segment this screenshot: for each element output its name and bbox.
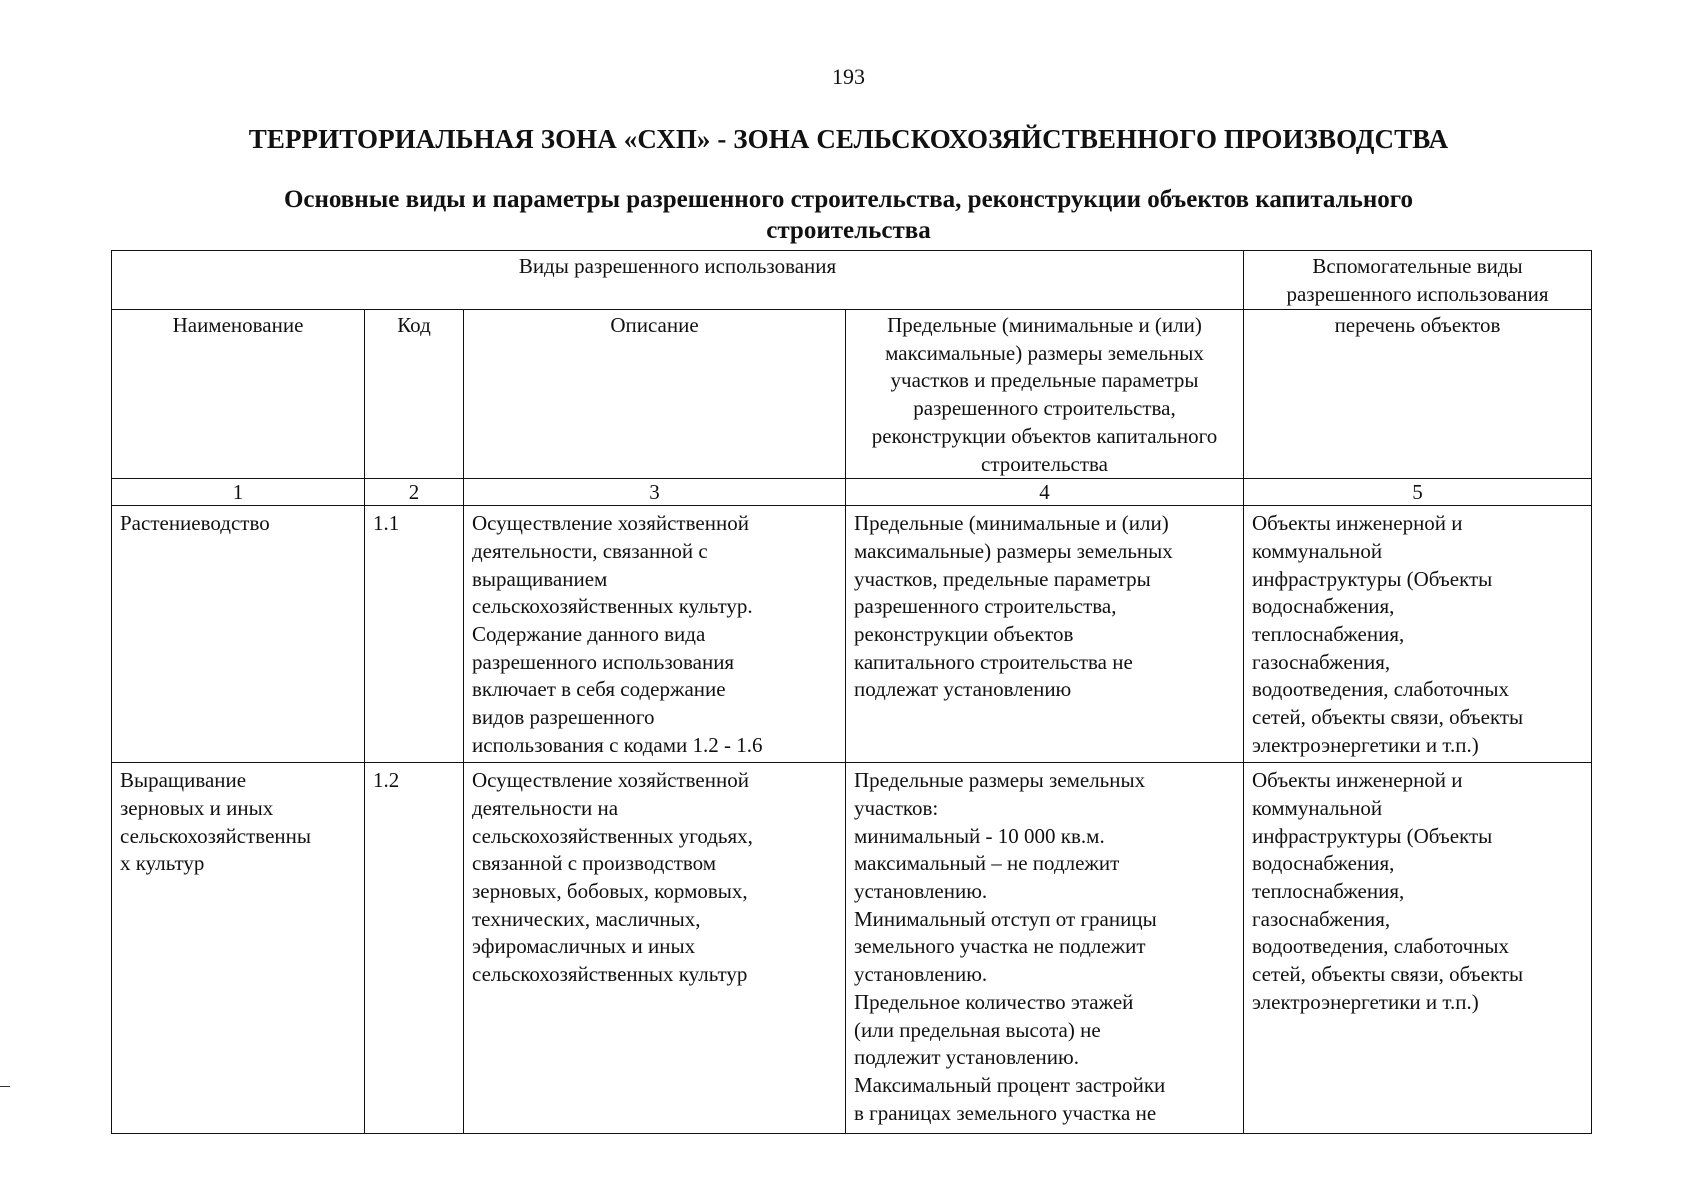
- column-header-objects: перечень объектов: [1244, 310, 1592, 479]
- column-header-name: Наименование: [112, 310, 365, 479]
- column-number: 4: [846, 479, 1244, 506]
- page-subtitle: Основные виды и параметры разрешенного строительства, реконструкции объектов капитального строительства: [283, 186, 1414, 244]
- cell-limits: Предельные размеры земельных участков: минимальный - 10 000 кв.м. максимальный – не подлежит установлению. Минимальный отступ от границы земельного участка не подлежит установлению. Предельное количество этажей (или предельная высота) не подлежит установлению. Максимальный процент застройки в границах земельного участка не: [846, 763, 1244, 1134]
- column-number: 1: [112, 479, 365, 506]
- page-number: 193: [832, 64, 865, 89]
- page-title: ТЕРРИТОРИАЛЬНАЯ ЗОНА «СХП» - ЗОНА СЕЛЬСКОХОЗЯЙСТВЕННОГО ПРОИЗВОДСТВА: [248, 124, 1449, 154]
- group-header-auxiliary: Вспомогательные виды разрешенного использования: [1244, 251, 1592, 310]
- column-number: 3: [464, 479, 846, 506]
- table-group-header-row: [112, 251, 1592, 310]
- column-number: 2: [365, 479, 464, 506]
- column-header-code: Код: [365, 310, 464, 479]
- column-header-description: Описание: [464, 310, 846, 479]
- cell-code: 1.2: [365, 763, 464, 1134]
- cell-objects: Объекты инженерной и коммунальной инфраструктуры (Объекты водоснабжения, теплоснабжения, газоснабжения, водоотведения, слаботочных сетей, объекты связи, объекты электроэнергетики и т.п.): [1244, 763, 1592, 1134]
- table-column-header-row: [112, 310, 1592, 479]
- group-header-main: Виды разрешенного использования: [112, 251, 1244, 310]
- table-column-number-row: [112, 479, 1592, 506]
- cell-objects: Объекты инженерной и коммунальной инфраструктуры (Объекты водоснабжения, теплоснабжения, газоснабжения, водоотведения, слаботочных сетей, объекты связи, объекты электроэнергетики и т.п.): [1244, 506, 1592, 763]
- column-header-limits: Предельные (минимальные и (или) максимальные) размеры земельных участков и предельные параметры разрешенного строительства, реконструкции объектов капитального строительства: [846, 310, 1244, 479]
- cell-name: Выращивание зерновых и иных сельскохозяйственны х культур: [112, 763, 365, 1134]
- column-number: 5: [1244, 479, 1592, 506]
- cell-limits: Предельные (минимальные и (или) максимальные) размеры земельных участков, предельные параметры разрешенного строительства, реконструкции объектов капитального строительства не подлежат установлению: [846, 506, 1244, 763]
- cell-name: Растениеводство: [112, 506, 365, 763]
- cell-description: Осуществление хозяйственной деятельности на сельскохозяйственных угодьях, связанной с производством зерновых, бобовых, кормовых, технических, масличных, эфиромасличных и иных сельскохозяйственных культур: [464, 763, 846, 1134]
- cell-description: Осуществление хозяйственной деятельности, связанной с выращиванием сельскохозяйственных культур. Содержание данного вида разрешенного использования включает в себя содержание видов разрешенного использования с кодами 1.2 - 1.6: [464, 506, 846, 763]
- table-row: [112, 506, 1592, 763]
- margin-mark: [0, 1086, 10, 1087]
- zone-table: [111, 250, 1592, 1134]
- cell-code: 1.1: [365, 506, 464, 763]
- table-row: [112, 763, 1592, 1134]
